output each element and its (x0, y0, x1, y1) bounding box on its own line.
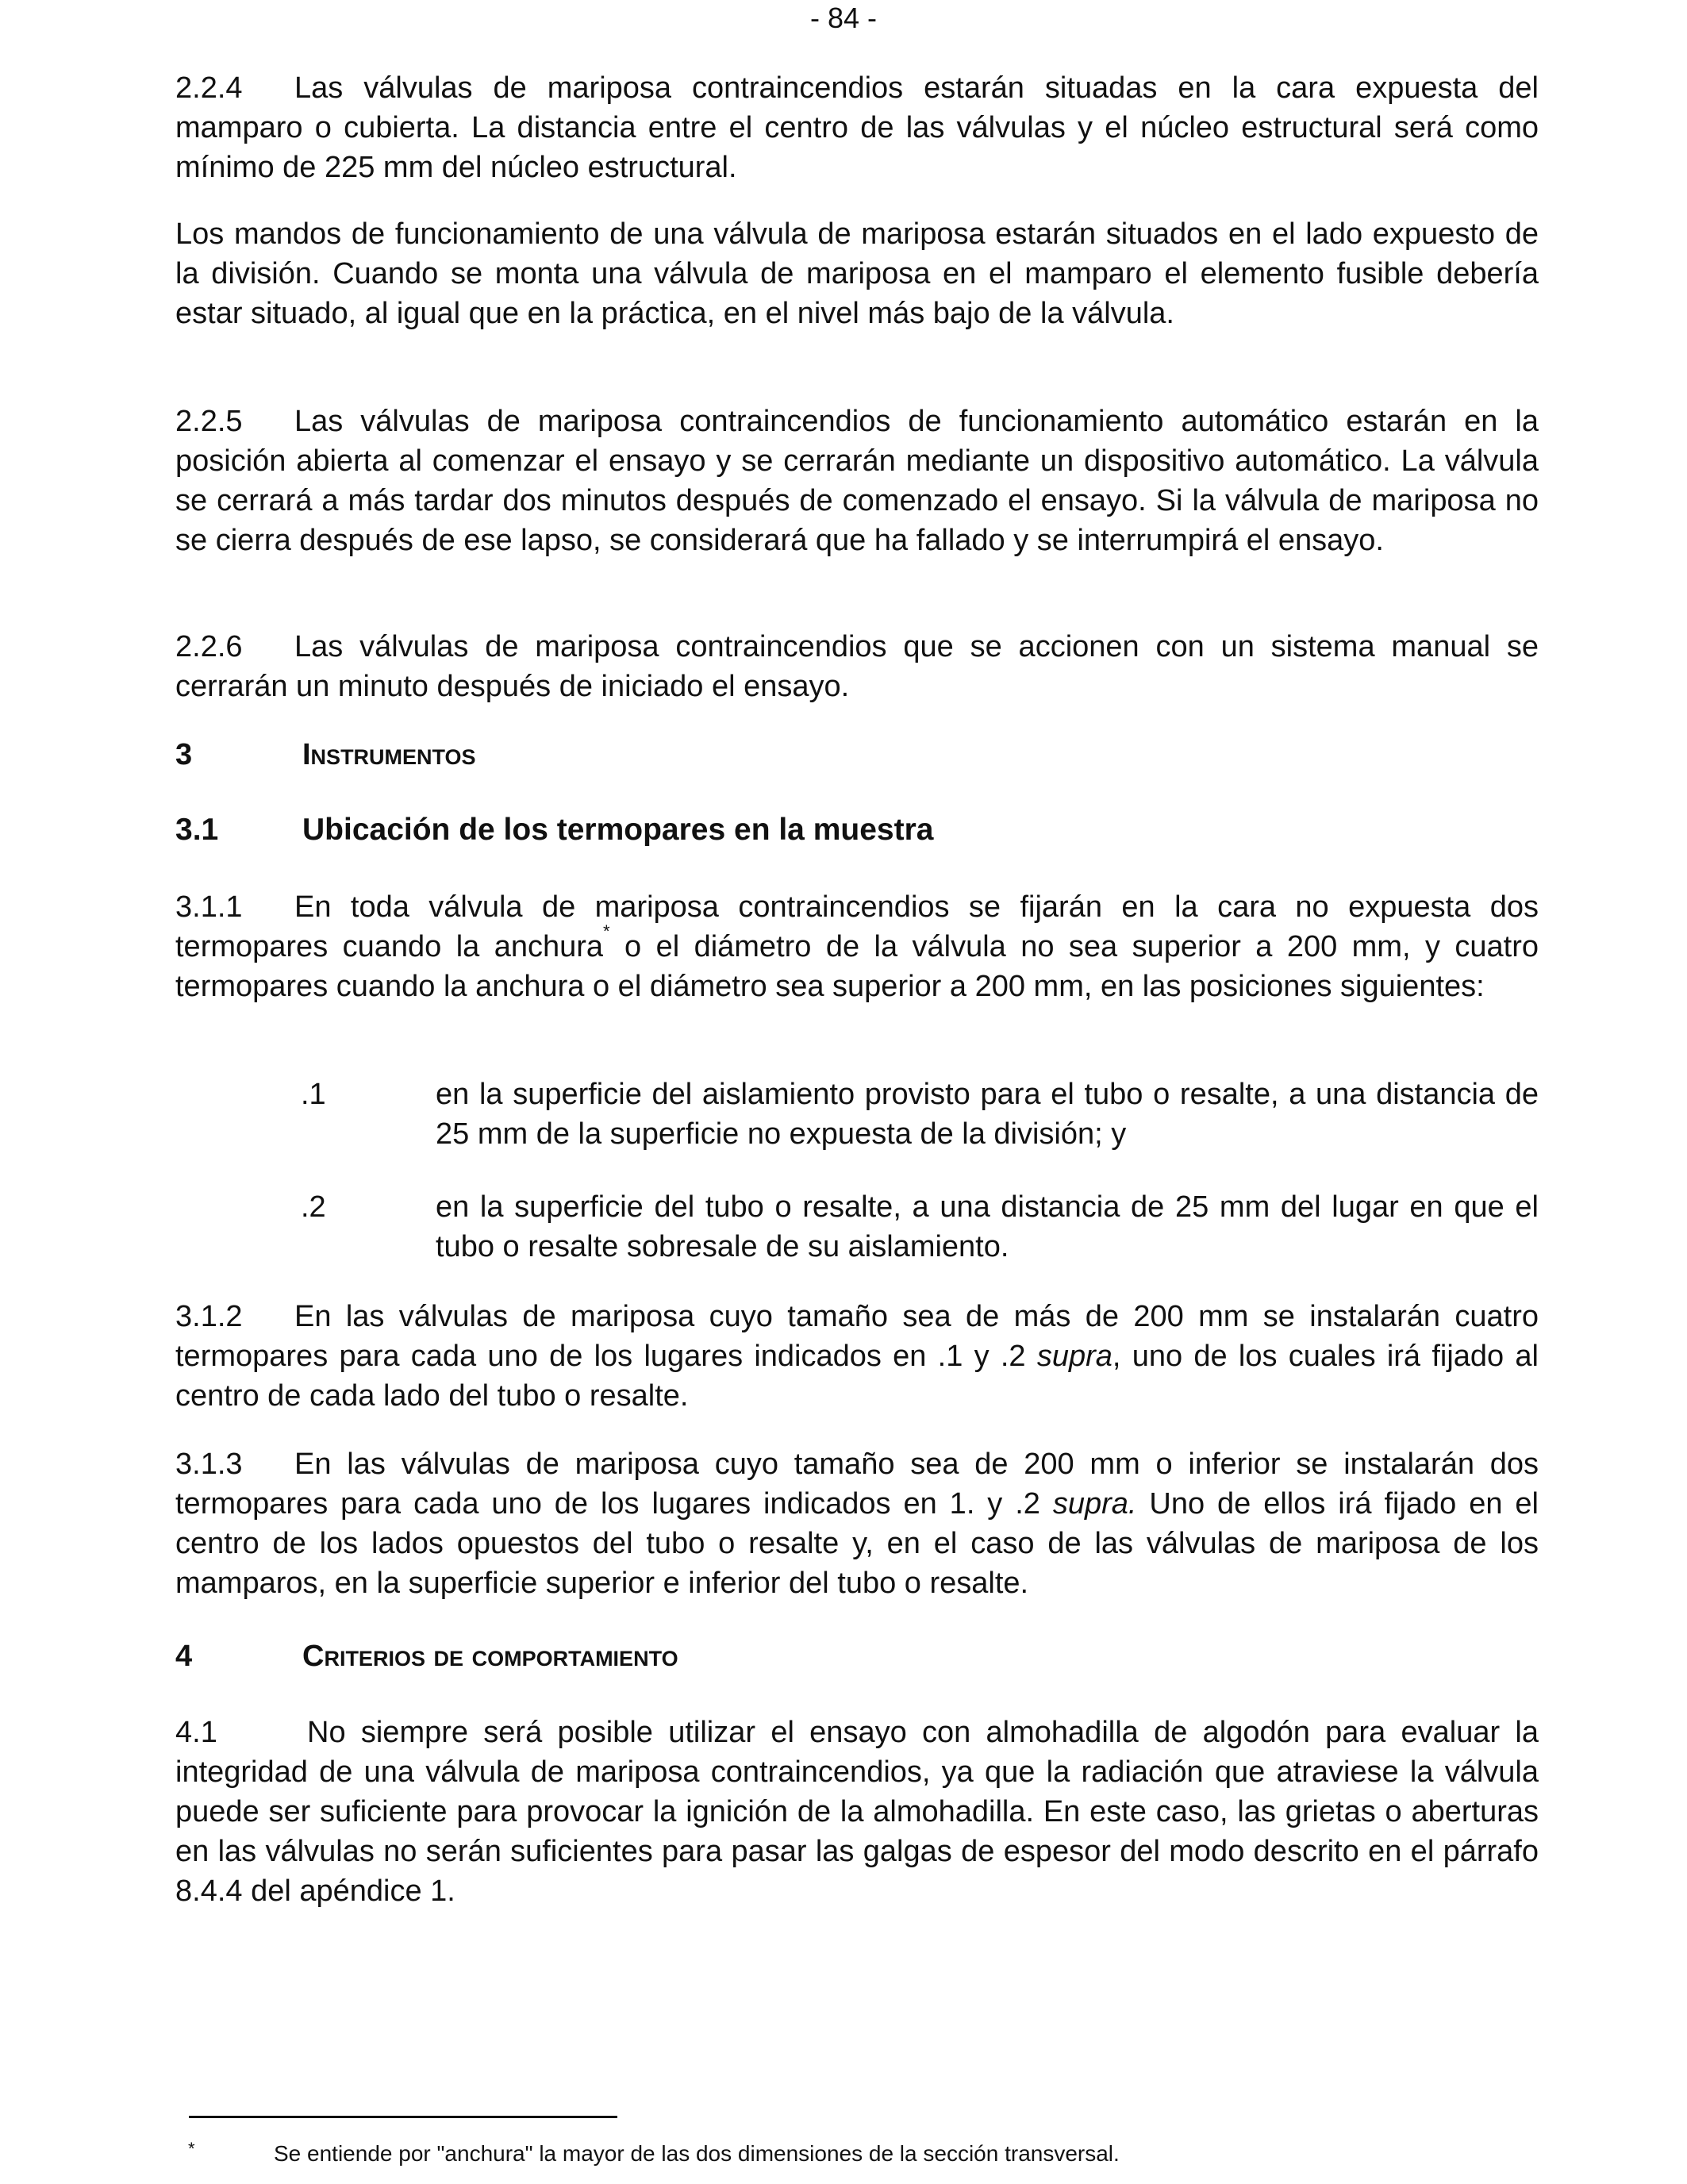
section-heading-4 (175, 1640, 1539, 1674)
paragraph-number: 3.1.1 (175, 890, 243, 924)
list-item-number: .1 (301, 1078, 326, 1111)
paragraph-text-continued: o el diámetro de la válvula no sea superior a 200 mm, y cuatro termopares cuando la anchura o el diámetro sea superior a 200 mm, en las posiciones siguientes: (175, 930, 1539, 1003)
supra-reference: supra. (1052, 1487, 1137, 1521)
heading-title: Criterios de comportamiento (302, 1640, 678, 1673)
paragraph-text-continued: , uno de los cuales irá fijado al centro de cada lado del tubo o resalte. (175, 1340, 1539, 1413)
paragraph-2-2-5 (175, 402, 1539, 560)
paragraph-number: 2.2.4 (175, 71, 243, 105)
footnote-reference: * (603, 921, 610, 941)
paragraph-text: En las válvulas de mariposa cuyo tamaño sea de más de 200 mm se instalarán cuatro termopares para cada uno de los lugares indicados en .1 y .2 (175, 1300, 1539, 1373)
paragraph-2-2-6 (175, 627, 1539, 706)
heading-number: 3 (175, 738, 193, 771)
heading-number: 3.1 (175, 813, 219, 847)
paragraph-number: 3.1.3 (175, 1448, 243, 1481)
paragraph-2-2-4-continued: Los mandos de funcionamiento de una válvula de mariposa estarán situados en el lado expuesto de la división. Cuando se monta una válvula de mariposa en el mamparo el elemento fusible debería estar situado, al igual que en la práctica, en el nivel más bajo de la válvula. (175, 217, 1539, 330)
paragraph-text: Las válvulas de mariposa contraincendios estarán situadas en la cara expuesta del mamparo o cubierta. La distancia entre el centro de las válvulas y el núcleo estructural será como mínimo de 225 mm del núcleo estructural. (175, 71, 1539, 184)
heading-title: Ubicación de los termopares en la muestra (302, 813, 934, 847)
paragraph-number: 2.2.6 (175, 630, 243, 663)
paragraph-text-continued: Uno de ellos irá fijado en el centro de los lados opuestos del tubo o resalte y, en el caso de las válvulas de mariposa de los mamparos, en la superficie superior e inferior del tubo o resalte. (175, 1487, 1539, 1600)
list-item-text: en la superficie del aislamiento provisto para el tubo o resalte, a una distancia de 25 mm de la superficie no expuesta de la división; y (436, 1078, 1539, 1151)
paragraph-text: Las válvulas de mariposa contraincendios que se accionen con un sistema manual se cerrarán un minuto después de iniciado el ensayo. (175, 630, 1539, 703)
paragraph-text: No siempre será posible utilizar el ensayo con almohadilla de algodón para evaluar la integridad de una válvula de mariposa contraincendios, ya que la radiación que atraviese la válvula puede ser suficiente para provocar la ignición de la almohadilla. En este caso, las grietas o aberturas en las válvulas no serán suficientes para pasar las galgas de espesor del modo descrito en el párrafo 8.4.4 del apéndice 1. (175, 1716, 1539, 1908)
section-heading-3-1 (175, 813, 1539, 848)
section-heading-3 (175, 738, 1539, 772)
page-number: - 84 - (809, 2, 878, 34)
heading-number: 4 (175, 1640, 193, 1673)
paragraph-text: Las válvulas de mariposa contraincendios de funcionamiento automático estarán en la posición abierta al comenzar el ensayo y se cerrarán mediante un dispositivo automático. La válvula se cerrará a más tardar dos minutos después de comenzado el ensayo. Si la válvula de mariposa no se cierra después de ese lapso, se considerará que ha fallado y se interrumpirá el ensayo. (175, 405, 1539, 557)
list-item-number: .2 (301, 1190, 326, 1224)
paragraph-text: En toda válvula de mariposa contraincendios se fijarán en la cara no expuesta dos termopares cuando la anchura (175, 890, 1539, 963)
paragraph-3-1-2 (175, 1297, 1539, 1416)
paragraph-2-2-4 (175, 68, 1539, 187)
paragraph-number: 3.1.2 (175, 1300, 243, 1333)
heading-title: Instrumentos (302, 738, 476, 771)
supra-reference: supra (1036, 1340, 1112, 1373)
footnote-mark: * (188, 2139, 195, 2159)
paragraph-3-1-1 (175, 887, 1539, 1006)
paragraph-3-1-3 (175, 1444, 1539, 1603)
list-item-text: en la superficie del tubo o resalte, a una distancia de 25 mm del lugar en que el tubo o resalte sobresale de su aislamiento. (436, 1190, 1539, 1263)
paragraph-text: En las válvulas de mariposa cuyo tamaño sea de 200 mm o inferior se instalarán dos termopares para cada uno de los lugares indicados en 1. y .2 (175, 1448, 1539, 1521)
paragraph-number: 4.1 (175, 1716, 217, 1749)
footnote-text: Se entiende por "anchura" la mayor de las dos dimensiones de la sección transversal. (274, 2141, 1120, 2166)
paragraph-4-1 (175, 1713, 1539, 1911)
footnote-divider (189, 2116, 617, 2118)
paragraph-number: 2.2.5 (175, 405, 243, 438)
